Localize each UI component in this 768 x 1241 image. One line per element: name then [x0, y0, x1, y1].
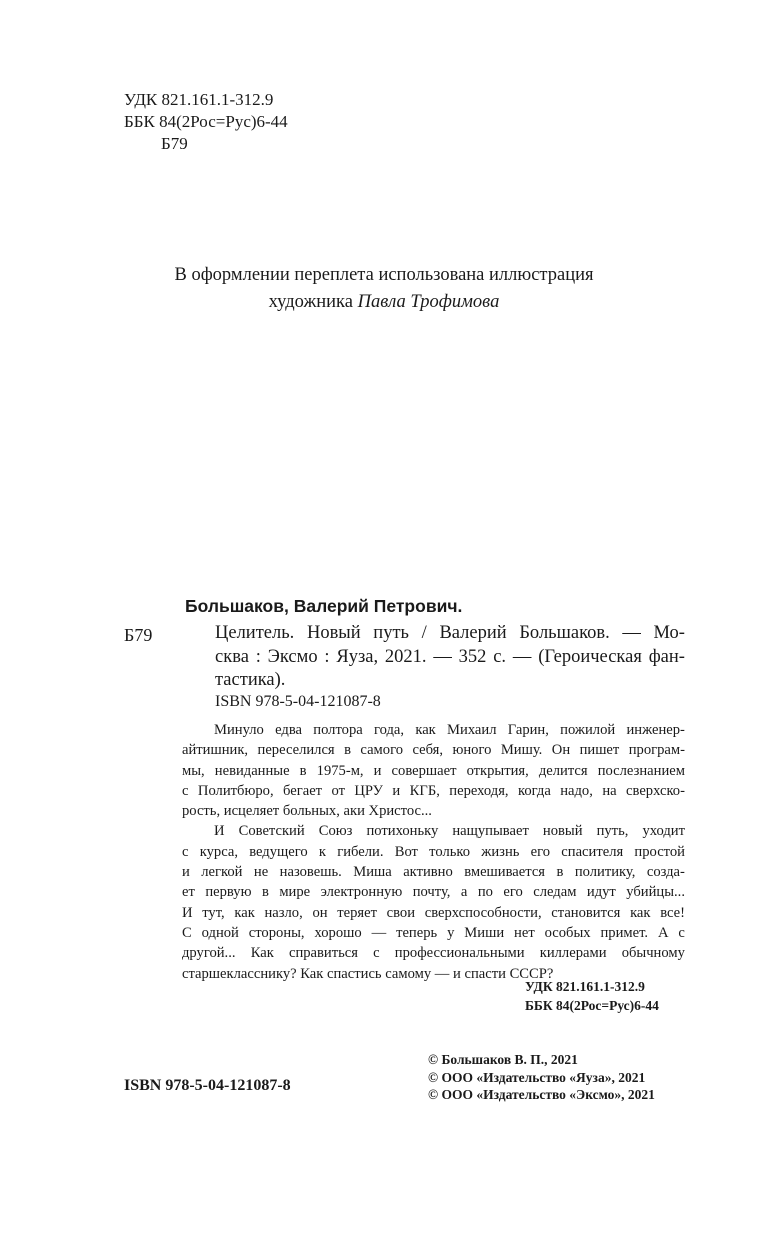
word: Миша — [353, 864, 392, 881]
word: 352 — [458, 646, 487, 667]
word: мы, — [182, 762, 205, 779]
word: Советский — [238, 823, 305, 840]
word: на — [602, 782, 617, 799]
author-mark: Б79 — [161, 134, 188, 153]
word: ЦРУ — [354, 782, 383, 799]
word: Валерий — [439, 623, 507, 643]
word: стороны, — [248, 924, 305, 941]
word: Эксмо — [267, 646, 318, 667]
word: Миши — [464, 924, 505, 941]
word: активно — [403, 864, 453, 881]
catalog-isbn: ISBN 978-5-04-121087-8 — [215, 693, 381, 710]
word: путь — [373, 623, 409, 643]
word: его — [530, 843, 551, 860]
annotation-line — [182, 903, 685, 923]
word: простой — [634, 843, 685, 860]
bibliographic-description — [215, 622, 685, 693]
word: и — [182, 864, 190, 881]
word: становится — [551, 904, 621, 921]
word: другой... — [182, 945, 236, 962]
annotation-line — [182, 781, 685, 801]
word: — — [622, 623, 641, 643]
annotation-line — [182, 821, 685, 841]
word: делится — [538, 762, 588, 779]
word: (Героическая — [538, 646, 642, 667]
annotation-line — [182, 740, 685, 760]
word: открытия, — [466, 762, 529, 779]
word: Как — [250, 945, 274, 962]
word: инженер- — [626, 722, 685, 738]
annotation-line — [182, 761, 685, 781]
word: послезнанием — [597, 762, 685, 779]
word: с. — [493, 646, 507, 667]
word: програм- — [628, 742, 685, 759]
word: все! — [660, 904, 685, 921]
word: нет — [514, 924, 535, 941]
header-codes — [124, 89, 288, 155]
word: первую — [205, 884, 252, 901]
illustration-credit — [0, 262, 768, 316]
annotation — [182, 720, 685, 984]
word: с — [182, 843, 189, 860]
word: следам — [533, 884, 577, 901]
word: а — [460, 884, 468, 901]
word: киллерами — [539, 945, 607, 962]
word: путь, — [596, 823, 629, 840]
word: / — [421, 623, 427, 643]
word: как — [234, 904, 255, 921]
word: убийцы... — [626, 884, 685, 901]
word: гибели. — [337, 843, 384, 860]
word: Мишу. — [500, 742, 543, 759]
word: Мо- — [653, 623, 685, 643]
word: 2021. — [384, 646, 427, 667]
word: свои — [386, 904, 416, 921]
illustration-line-2 — [0, 289, 768, 316]
bbk-code: ББК 84(2Рос=Рус)6-44 — [124, 112, 288, 131]
word: курса, — [199, 843, 238, 860]
word: себя, — [412, 742, 444, 759]
word: Политбюро, — [197, 782, 274, 799]
catalog-mark: Б79 — [124, 625, 153, 645]
artist-name: Павла Трофимова — [357, 292, 500, 312]
word: потихоньку — [366, 823, 439, 840]
word: Большаков. — [519, 623, 610, 643]
word: — — [433, 646, 452, 667]
word: его — [503, 884, 523, 901]
word: как — [630, 904, 651, 921]
word: примет. — [600, 924, 649, 941]
word: как — [415, 722, 436, 738]
word: пожилой — [560, 722, 616, 738]
copyright-block — [428, 1051, 655, 1104]
copyright-line: © ООО «Издательство «Яуза», 2021 — [428, 1069, 646, 1085]
word: в — [261, 884, 269, 901]
annotation-line — [182, 720, 685, 740]
word: электронную — [320, 884, 403, 901]
word: Михаил — [447, 722, 497, 738]
word: только — [429, 843, 471, 860]
word: и — [392, 782, 401, 799]
word: новый — [542, 823, 583, 840]
word: с — [373, 945, 380, 962]
word: не — [253, 864, 269, 881]
word: Он — [551, 742, 571, 759]
word: спасителя — [561, 843, 624, 860]
word: Целитель. — [215, 623, 295, 643]
word: в — [299, 762, 307, 779]
word: политику, — [574, 864, 636, 881]
word: самого — [360, 742, 404, 759]
word: легкой — [201, 864, 243, 881]
word: надо, — [560, 782, 593, 799]
word: совершает — [391, 762, 457, 779]
footer-codes — [525, 977, 659, 1015]
word: назло, — [264, 904, 303, 921]
word: у — [447, 924, 455, 941]
illustration-line-1: В оформлении переплета использована иллюстрация — [174, 265, 594, 285]
word: бегает — [283, 782, 323, 799]
word: когда — [517, 782, 551, 799]
annotation-line: старшекласснику? Как спастись самому — и спасти СССР? — [182, 965, 554, 982]
word: жизнь — [481, 843, 520, 860]
annotation-line — [182, 882, 685, 902]
word: айтишник, — [182, 742, 249, 759]
word: с — [678, 924, 685, 941]
word: Минуло — [214, 722, 264, 738]
word: Яуза, — [336, 646, 379, 667]
word: юного — [452, 742, 492, 759]
word: вмешивается — [464, 864, 546, 881]
word: профессиональными — [394, 945, 525, 962]
word: хорошо — [314, 924, 362, 941]
copyright-line: © ООО «Издательство «Эксмо», 2021 — [428, 1087, 655, 1102]
word: КГБ, — [409, 782, 440, 799]
word: И — [182, 904, 193, 921]
word: почту, — [412, 884, 451, 901]
word: нащупывает — [452, 823, 529, 840]
word: — — [371, 924, 387, 941]
word: к — [318, 843, 326, 860]
word: Союз — [318, 823, 353, 840]
word: сверхспособности, — [424, 904, 542, 921]
word: Новый — [306, 623, 361, 643]
word: теперь — [396, 924, 438, 941]
word: справиться — [288, 945, 358, 962]
word: уходит — [642, 823, 685, 840]
word: А — [657, 924, 669, 941]
word: Вот — [394, 843, 418, 860]
word: — — [512, 646, 532, 667]
word: сква — [215, 646, 249, 667]
word: : — [324, 646, 330, 667]
word: переселился — [257, 742, 335, 759]
word: 1975-м, — [316, 762, 364, 779]
annotation-line — [182, 842, 685, 862]
word: созда- — [646, 864, 685, 881]
word: едва — [275, 722, 302, 738]
word: И — [214, 823, 225, 840]
word: с — [182, 782, 189, 799]
illustration-prefix: художника — [268, 292, 358, 312]
annotation-line — [182, 862, 685, 882]
word: С — [182, 924, 192, 941]
annotation-line — [182, 923, 685, 943]
word: по — [477, 884, 493, 901]
footer-bbk: ББК 84(2Рос=Рус)6-44 — [525, 998, 659, 1013]
footer-udk: УДК 821.161.1-312.9 — [525, 979, 645, 994]
annotation-line: рость, исцеляет больных, аки Христос... — [182, 803, 432, 820]
word: Гарин, — [507, 722, 549, 738]
word: теряет — [337, 904, 377, 921]
biblio-line: тастика). — [215, 670, 286, 690]
word: : — [255, 646, 261, 667]
word: сверхско- — [626, 782, 685, 799]
annotation-line — [182, 943, 685, 963]
word: одной — [201, 924, 239, 941]
word: переходя, — [449, 782, 509, 799]
word: и — [373, 762, 382, 779]
word: мире — [279, 884, 311, 901]
word: ет — [182, 884, 195, 901]
word: от — [331, 782, 345, 799]
biblio-line — [215, 646, 685, 670]
word: обычному — [621, 945, 685, 962]
word: пишет — [579, 742, 620, 759]
word: тут, — [202, 904, 225, 921]
word: в — [344, 742, 351, 759]
copyright-line: © Большаков В. П., 2021 — [428, 1052, 578, 1067]
word: полтора — [313, 722, 363, 738]
word: идут — [586, 884, 616, 901]
word: назовешь. — [279, 864, 342, 881]
catalog-author: Большаков, Валерий Петрович. — [185, 596, 463, 616]
udk-code: УДК 821.161.1-312.9 — [124, 90, 274, 109]
word: года, — [374, 722, 405, 738]
word: он — [312, 904, 328, 921]
word: в — [556, 864, 564, 881]
word: особых — [544, 924, 591, 941]
biblio-line — [215, 622, 685, 646]
word: ведущего — [249, 843, 308, 860]
word: невиданные — [214, 762, 290, 779]
footer-isbn: ISBN 978-5-04-121087-8 — [124, 1077, 291, 1094]
word: фан- — [648, 646, 685, 667]
